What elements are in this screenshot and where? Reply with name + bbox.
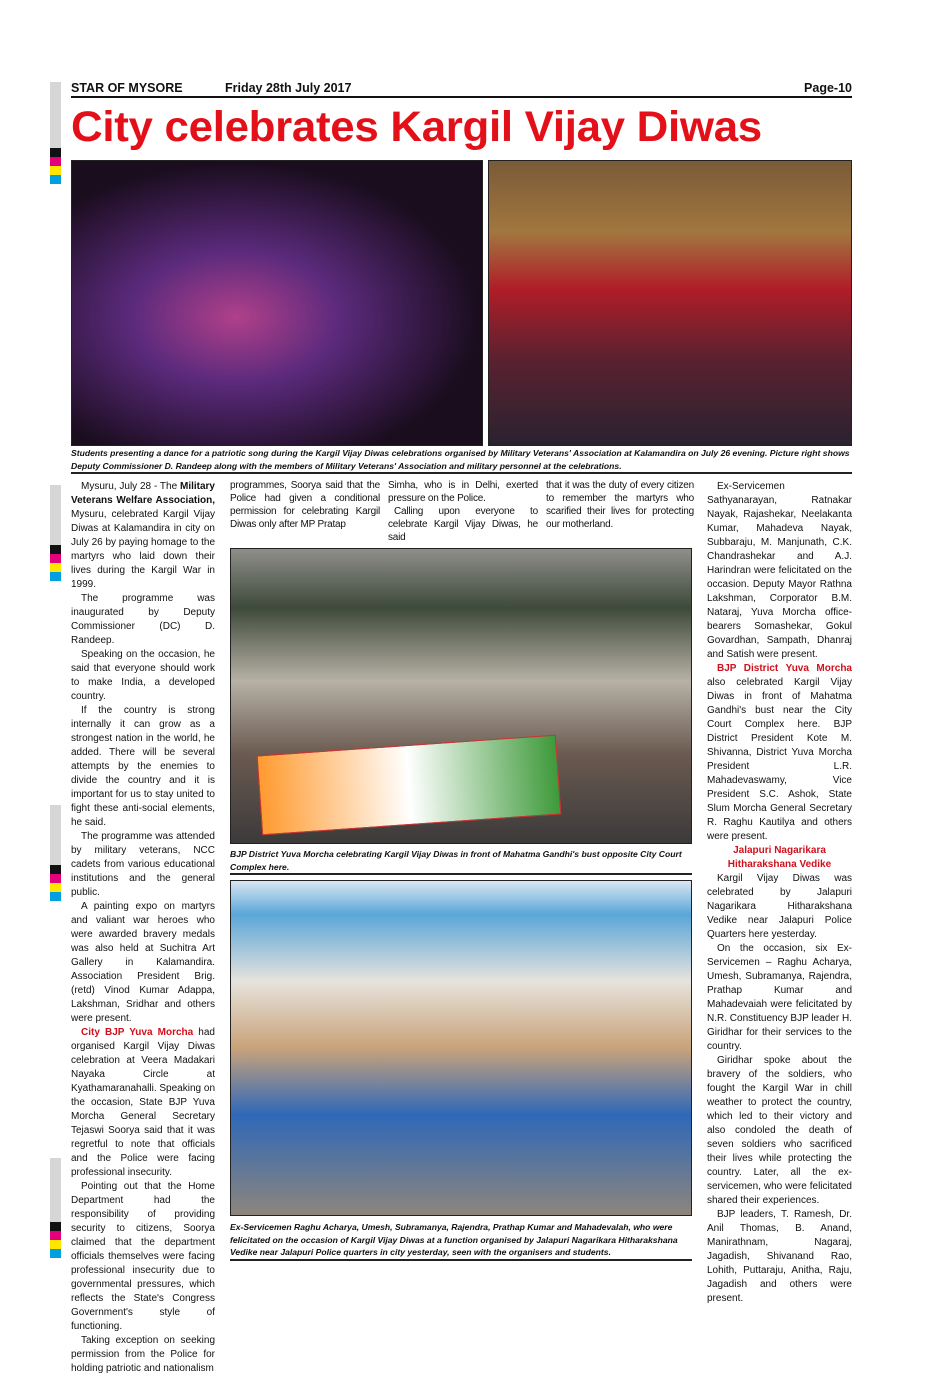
bottom-photo-caption: Ex-Servicemen Raghu Acharya, Umesh, Subramanya, Rajendra, Prathap Kumar and Mahadevalah, who were felicitated on the occasion of Kargil Vijay Diwas at a function organised by Jalapuri Nagarikara Hitharakshana Vedike near Jalapuri Police quarters in city yesterday, seen with the organisers and students. bbox=[230, 1221, 692, 1261]
subhead: Jalapuri Nagarikara bbox=[733, 845, 826, 856]
headline: City celebrates Kargil Vijay Diwas bbox=[71, 103, 762, 151]
dance-photo bbox=[71, 160, 483, 446]
text: Mysuru, July 28 - The bbox=[81, 481, 180, 492]
top-photo-caption: Students presenting a dance for a patriotic song during the Kargil Vijay Diwas celebrations organised by Military Veterans' Association at Kalamandira on July 26 evening. Picture right shows Deputy Commissioner D. Randeep along with the members of Military Veterans' Association and military personnel at the celebrations. bbox=[71, 447, 852, 474]
text: had organised Kargil Vijay Diwas celebration at Veera Madakari Nayaka Circle at Kyathamaranahalli. Speaking on the occasion, State BJP Yuva Morcha General Secretary Tejaswi Soorya said that it was regretful to note that officials and the Police were facing professional insecurity. bbox=[71, 1027, 215, 1178]
registration-black bbox=[50, 1222, 61, 1231]
registration-cyan bbox=[50, 175, 61, 184]
issue-date: Friday 28th July 2017 bbox=[225, 81, 352, 95]
paragraph: Ex-Servicemen Sathyanarayan, Ratnakar Nayak, Rajashekar, Neelakanta Kumar, Mahadeva Nayak, Subbaraju, M. Manjunath, C.K. Chandrashekar and A.J. Harindran were felicitated on the occasion. Deputy Mayor Rathna Lakshman, Corporator B.M. Nataraj, Yuva Morcha office-bearers Somashekar, Gokul Govardhan, Sampath, Dhanraj and Satish were present. bbox=[707, 481, 852, 660]
paragraph: Taking exception on seeking permission from the Police for holding patriotic and nationalism bbox=[71, 1335, 215, 1374]
yuva-morcha-photo bbox=[230, 548, 692, 844]
registration-cyan bbox=[50, 1249, 61, 1258]
subhead-city-bjp: City BJP Yuva Morcha bbox=[81, 1027, 194, 1038]
audience-photo bbox=[488, 160, 852, 446]
registration-magenta bbox=[50, 157, 61, 166]
registration-magenta bbox=[50, 874, 61, 883]
paragraph: Simha, who is in Delhi, exerted pressure on the Police. bbox=[388, 480, 538, 504]
article-column-1 bbox=[71, 480, 215, 1376]
registration-yellow bbox=[50, 166, 61, 175]
text: Mysuru, celebrated Kargil Vijay Diwas at Kalamandira in city on July 26 by paying homage to the martyrs who laid down their lives during the Kargil War in 1999. bbox=[71, 509, 215, 590]
registration-yellow bbox=[50, 883, 61, 892]
middle-photo-caption: BJP District Yuva Morcha celebrating Kargil Vijay Diwas in front of Mahatma Gandhi's bust opposite City Court Complex here. bbox=[230, 848, 692, 875]
paragraph: The programme was inaugurated by Deputy Commissioner (DC) D. Randeep. bbox=[71, 593, 215, 646]
paragraph: Pointing out that the Home Department had the responsibility of providing security to citizens, Soorya claimed that the department officials themselves were facing professional insecurity due to governmental pressures, which reflects the State's Congress Government's style of functioning. bbox=[71, 1181, 215, 1332]
paragraph: On the occasion, six Ex-Servicemen – Raghu Acharya, Umesh, Subramanya, Rajendra, Prathap Kumar and Mahadevaiah were felicitated by N.R. Constituency BJP leader H. Giridhar for their services to the country. bbox=[707, 943, 852, 1052]
registration-black bbox=[50, 148, 61, 157]
ex-servicemen-photo bbox=[230, 880, 692, 1216]
registration-bar bbox=[50, 485, 61, 545]
registration-magenta bbox=[50, 1231, 61, 1240]
page-header bbox=[71, 80, 852, 98]
paragraph: If the country is strong internally it can grow as a strongest nation in the world, he added. There will be several attempts by the enemies to divide the country and it is important for us to stay united to fight these anti-social elements, he said. bbox=[71, 705, 215, 828]
article-column-3 bbox=[388, 479, 538, 544]
registration-bar bbox=[50, 1158, 61, 1222]
paragraph: The programme was attended by military veterans, NCC cadets from various educational institutions and the general public. bbox=[71, 831, 215, 898]
article-column-4 bbox=[546, 479, 694, 531]
paragraph: BJP leaders, T. Ramesh, Dr. Anil Thomas, B. Anand, Manirathnam, Nagaraj, Jagadish, Shivanand Rao, Lohith, Puttaraju, Anitha, Raju, Jagadish and others were present. bbox=[707, 1209, 852, 1304]
registration-black bbox=[50, 865, 61, 874]
paragraph: that it was the duty of every citizen to remember the martyrs who scarified their lives for protecting our motherland. bbox=[546, 480, 694, 530]
registration-bar bbox=[50, 82, 61, 148]
paragraph: Giridhar spoke about the bravery of the soldiers, who fought the Kargil War in chill weather to protect the country, which led to their victory and also condoled the death of seven soldiers who sacrificed their lives while protecting the country. Later, all the ex-servicemen, who were felicitated shared their experiences. bbox=[707, 1055, 852, 1206]
paragraph: A painting expo on martyrs and valiant war heroes who were awarded bravery medals was also held at Suchitra Art Gallery in Kalamandira. Association President Brig. (retd) Vinod Kumar Adappa, Lakshman, Sridhar and others were present. bbox=[71, 901, 215, 1024]
paragraph: programmes, Soorya said that the Police had given a conditional permission for celebrating Kargil Diwas only after MP Pratap bbox=[230, 480, 380, 530]
article-column-2 bbox=[230, 479, 380, 531]
article-column-5 bbox=[707, 480, 852, 1306]
banner bbox=[257, 735, 562, 836]
org-name: Military Veterans Welfare Association, bbox=[71, 481, 215, 506]
paragraph: Speaking on the occasion, he said that everyone should work to make India, a developed country. bbox=[71, 649, 215, 702]
paragraph: Kargil Vijay Diwas was celebrated by Jalapuri Nagarikara Hitharakshana Vedike near Jalapuri Police Quarters here yesterday. bbox=[707, 873, 852, 940]
registration-black bbox=[50, 545, 61, 554]
registration-cyan bbox=[50, 892, 61, 901]
newspaper-name: STAR OF MYSORE bbox=[71, 81, 183, 95]
registration-yellow bbox=[50, 1240, 61, 1249]
registration-bar bbox=[50, 805, 61, 865]
page-number: Page-10 bbox=[804, 81, 852, 95]
text: also celebrated Kargil Vijay Diwas in front of Mahatma Gandhi's bust near the City Court Complex here. BJP District President Kote M. Shivanna, District Yuva Morcha President L.R. Mahadevaswamy, Vice President S.C. Ashok, State Slum Morcha General Secretary R. Raghu Kautilya and others were present. bbox=[707, 677, 852, 842]
subhead: Hitharakshana Vedike bbox=[727, 859, 832, 870]
paragraph: Calling upon everyone to celebrate Kargil Vijay Diwas, he said bbox=[388, 506, 538, 543]
registration-magenta bbox=[50, 554, 61, 563]
registration-yellow bbox=[50, 563, 61, 572]
subhead-district-bjp: BJP District Yuva Morcha bbox=[717, 663, 852, 674]
registration-cyan bbox=[50, 572, 61, 581]
